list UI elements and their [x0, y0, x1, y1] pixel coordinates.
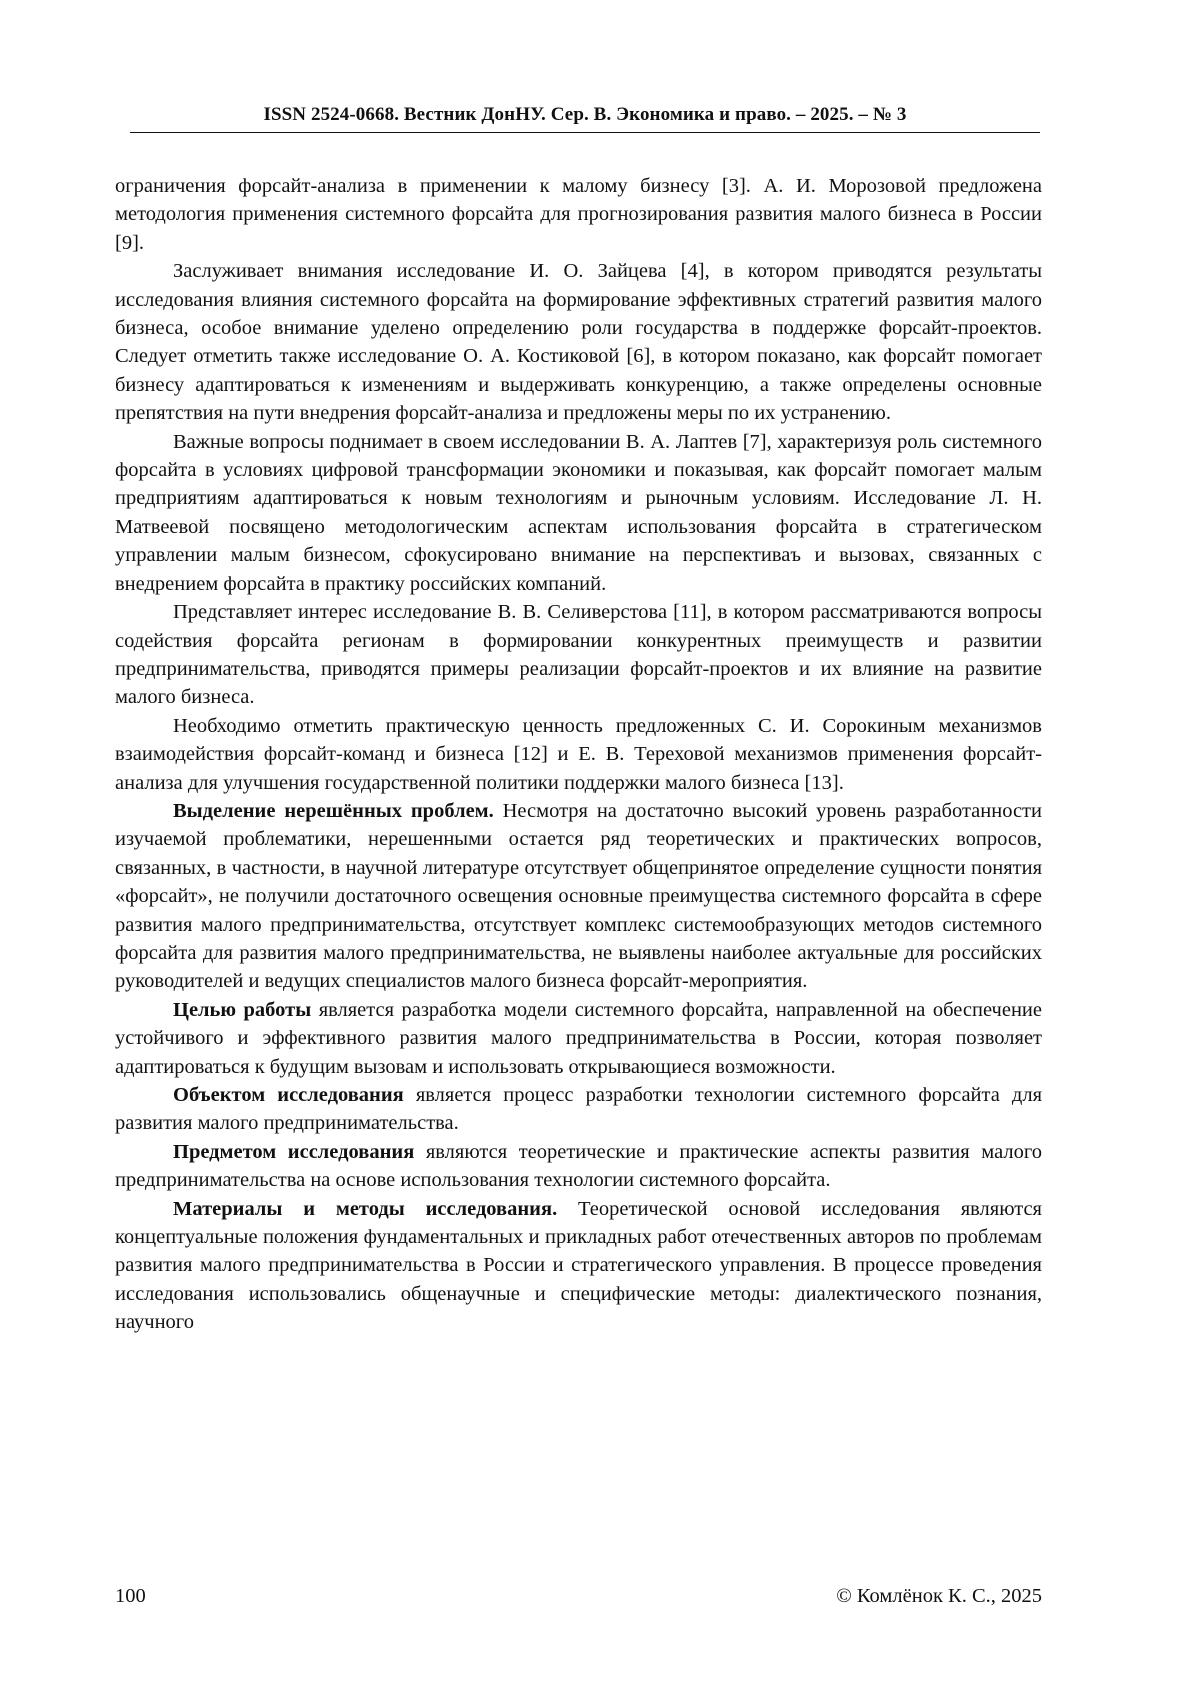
paragraph-text: является разработка модели системного форсайта, направленной на обеспечение устойчивого и эффективного развития малого предпринимательства в России, которая позволяет адаптироваться к будущим вызовам и использовать открывающиеся возможности.: [115, 998, 1042, 1078]
paragraph-text: Несмотря на достаточно высокий уровень разработанности изучаемой проблематики, нерешенными остается ряд теоретических и практических вопросов, связанных, в частности, в научной литературе отсутствует общепринятое определение сущности понятия «форсайт», не получили достаточного освещения основные преимущества системного форсайта в сфере развития малого предпринимательства, отсутствует комплекс системообразующих методов системного форсайта для развития малого предпринимательства, не выявлены наиболее актуальные для российских руководителей и ведущих специалистов малого бизнеса форсайт-мероприятия.: [115, 799, 1042, 993]
article-body: [115, 172, 1042, 1337]
paragraph: [115, 428, 1042, 598]
paragraph-text: Теоретической основой исследования являются концептуальные положения фундаментальных и прикладных работ отечественных авторов по проблемам развития малого предпринимательства в России и стратегического управления. В процессе проведения исследования использовались общенаучные и специфические методы: диалектического познания, научного: [115, 1197, 1042, 1334]
header-rule: [130, 132, 1040, 133]
paragraph-lead: Предметом исследования: [173, 1140, 415, 1163]
paragraph-text: Заслуживает внимания исследование И. О. Зайцева [4], в котором приводятся результаты исследования влияния системного форсайта на формирование эффективных стратегий развития малого бизнеса, особое внимание уделено определению роли государства в поддержке форсайт-проектов. Следует отметить также исследование О. А. Костиковой [6], в котором показано, как форсайт помогает бизнесу адаптироваться к изменениям и выдерживать конкуренцию, а также определены основные препятствия на пути внедрения форсайт-анализа и предложены меры по их устранению.: [115, 260, 1042, 425]
page-number: 100: [115, 1585, 146, 1607]
paragraph-text: ограничения форсайт-анализа в применении к малому бизнесу [3]. А. И. Морозовой предложена методология применения системного форсайта для прогнозирования развития малого бизнеса в России [9].: [115, 175, 1042, 254]
paragraph-lead: Материалы и методы исследования.: [173, 1197, 558, 1220]
paragraph-lead: Целью работы: [173, 998, 312, 1021]
paragraph-text: являются теоретические и практические аспекты развития малого предпринимательства на основе использования технологии системного форсайта.: [115, 1140, 1042, 1192]
paragraph-lead: Объектом исследования: [173, 1084, 404, 1106]
paragraph: [115, 712, 1042, 797]
paragraph-text: Необходимо отметить практическую ценность предложенных С. И. Сорокиным механизмов взаимодействия форсайт-команд и бизнеса [12] и Е. В. Тереховой механизмов применения форсайт-анализа для улучшения государственной политики поддержки малого бизнеса [13].: [115, 714, 1042, 794]
paragraph: [115, 172, 1042, 257]
paragraph-goal: [115, 996, 1042, 1081]
paragraph-text: Представляет интерес исследование В. В. Селиверстова [11], в котором рассматриваются вопросы содействия форсайта регионам в формировании конкурентных преимуществ и развитии предпринимательства, приводятся примеры реализации форсайт-проектов и их влияние на развитие малого бизнеса.: [115, 601, 1042, 709]
paragraph-text: Важные вопросы поднимает в своем исследовании В. А. Лаптев [7], характеризуя роль системного форсайта в условиях цифровой трансформации экономики и показывая, как форсайт помогает малым предприятиям адаптироваться к новым технологиям и рыночным условиям. Исследование Л. Н. Матвеевой посвящено методологическим аспектам использования форсайта в стратегическом управлении малым бизнесом, сфокусировано внимание на перспективаъ и вызовах, связанных с внедрением форсайта в практику российских компаний.: [115, 430, 1042, 595]
running-header: ISSN 2524-0668. Вестник ДонНУ. Сер. В. Экономика и право. – 2025. – № 3: [263, 104, 907, 125]
paragraph-subject: [115, 1138, 1042, 1195]
paragraph-text: является процесс разработки технологии системного форсайта для развития малого предпринимательства.: [115, 1084, 1042, 1135]
paragraph: [115, 257, 1042, 427]
paragraph: [115, 598, 1042, 712]
paragraph-object: [115, 1081, 1042, 1138]
paragraph-methods: [115, 1195, 1042, 1337]
paragraph-unresolved-problems: [115, 797, 1042, 996]
paragraph-lead: Выделение нерешённых проблем.: [173, 799, 494, 822]
copyright: © Комлёнок К. С., 2025: [836, 1585, 1042, 1607]
